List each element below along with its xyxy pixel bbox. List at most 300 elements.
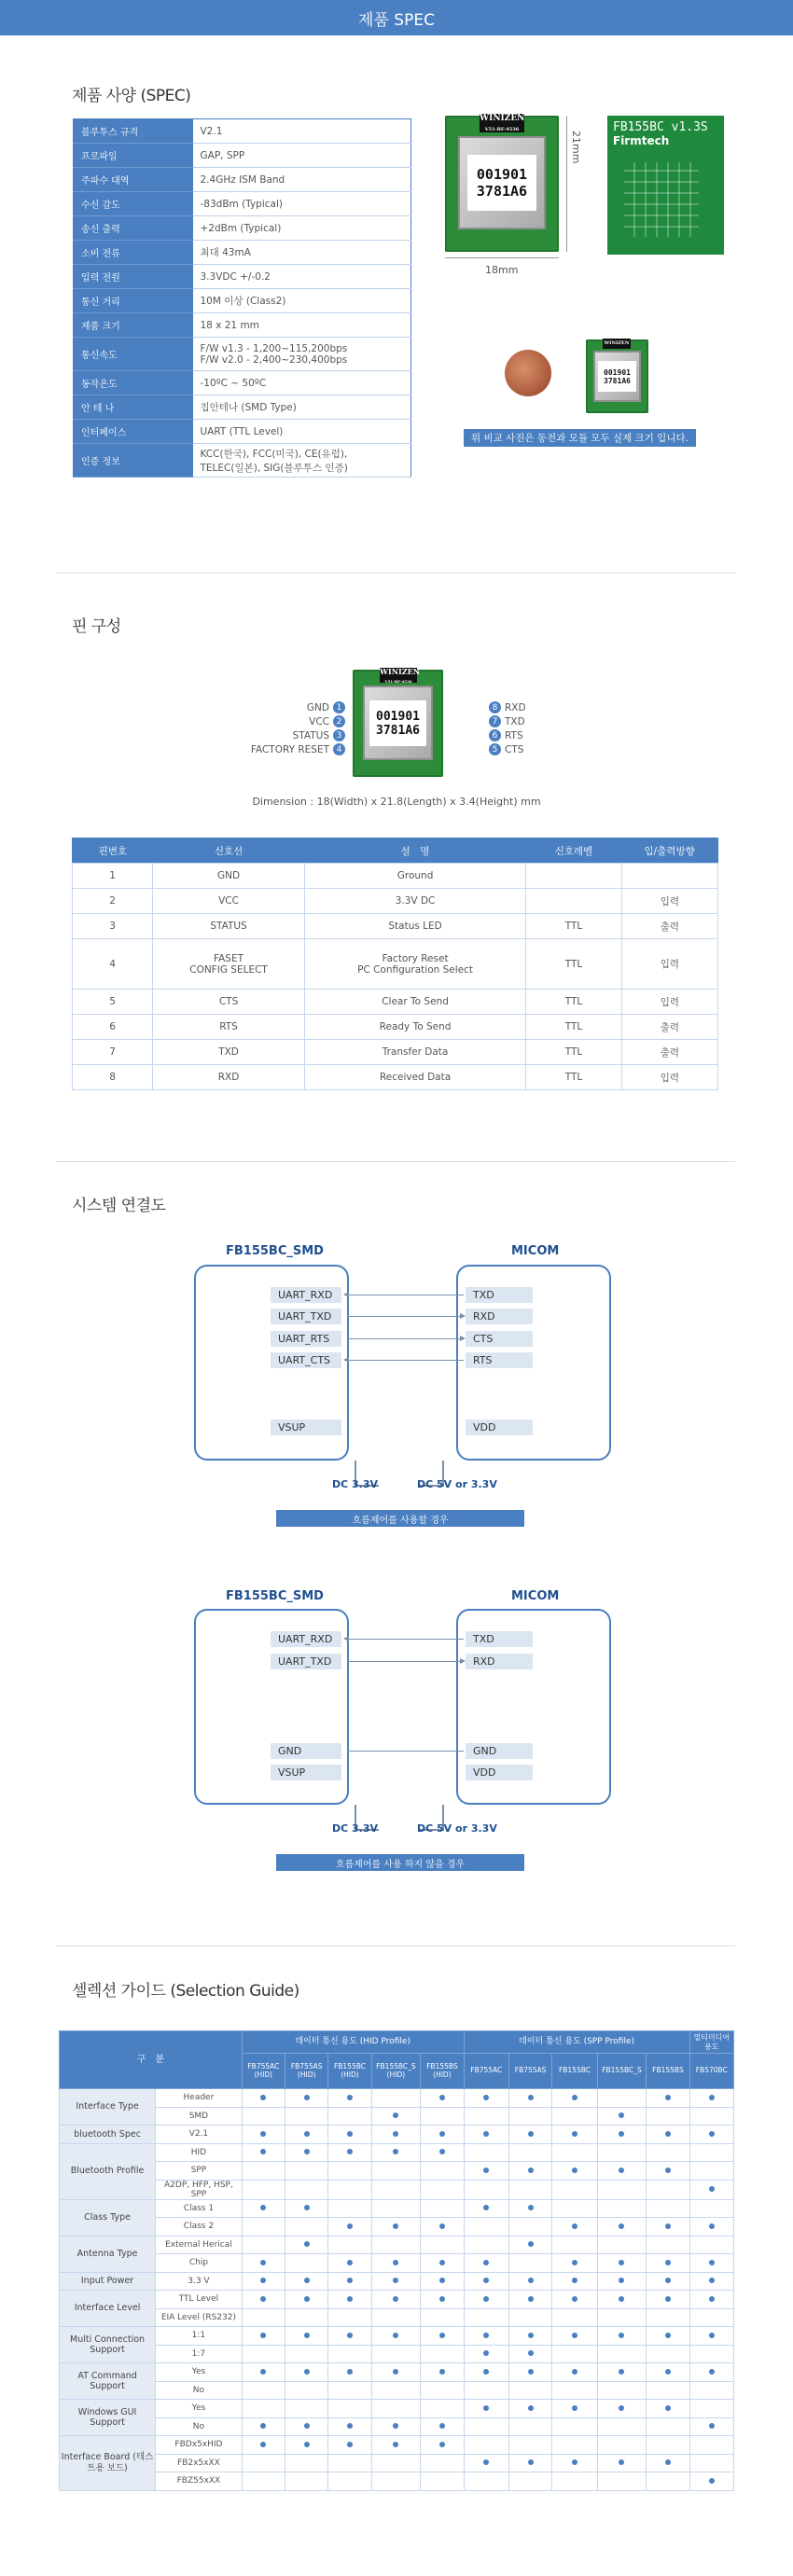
selection-cell: [328, 2218, 371, 2237]
selection-cell: [689, 2272, 733, 2291]
selection-row: [60, 2254, 734, 2273]
model-header: FB155BS (HID): [421, 2054, 464, 2089]
pin-cell: CTS: [153, 990, 305, 1015]
selection-cell: [689, 2417, 733, 2436]
check-dot-icon: [709, 2260, 715, 2265]
selection-cell: [328, 2363, 371, 2382]
check-dot-icon: [709, 2278, 715, 2283]
selection-cell: [285, 2218, 328, 2237]
check-dot-icon: [260, 2095, 266, 2100]
pin-number-badge: 3: [333, 729, 345, 741]
check-dot-icon: [483, 2459, 489, 2465]
check-dot-icon: [528, 2296, 534, 2302]
selection-sub: FB2x5xXX: [156, 2454, 243, 2472]
selection-header-row: [60, 2031, 734, 2054]
selection-cell: [421, 2327, 464, 2346]
selection-sub: SMD: [156, 2107, 243, 2126]
selection-cell: [328, 2162, 371, 2181]
selection-cell: [689, 2199, 733, 2218]
selection-cell: [371, 2143, 421, 2162]
spec-row: [74, 168, 411, 192]
selection-cell: [552, 2126, 597, 2144]
spec-row: [74, 313, 411, 338]
selection-cell: [597, 2254, 647, 2273]
check-dot-icon: [572, 2167, 577, 2173]
pin-number-badge: 1: [333, 701, 345, 713]
pin-number-badge: 2: [333, 715, 345, 727]
module-signal: UART_TXD: [271, 1654, 341, 1669]
selection-cell: [647, 2381, 689, 2400]
module-back-photo: FB155BC v1.3S Firmtech: [607, 116, 724, 255]
selection-cell: [508, 2180, 551, 2199]
check-dot-icon: [304, 2241, 310, 2247]
selection-cell: [647, 2454, 689, 2472]
spec-value: +2dBm (Typical): [193, 216, 411, 241]
selection-cell: [421, 2254, 464, 2273]
selection-cell: [285, 2417, 328, 2436]
selection-cell: [242, 2162, 285, 2181]
selection-cell: [689, 2400, 733, 2418]
spec-row: [74, 395, 411, 420]
selection-cell: [371, 2308, 421, 2327]
check-dot-icon: [483, 2167, 489, 2173]
pin-cell: VCC: [153, 889, 305, 914]
check-dot-icon: [439, 2095, 445, 2100]
check-dot-icon: [619, 2112, 624, 2118]
selection-cell: [285, 2272, 328, 2291]
selection-cell: [464, 2291, 508, 2309]
spec-value: 10M 이상 (Class2): [193, 289, 411, 313]
selection-cell: [647, 2143, 689, 2162]
selection-cell: [464, 2254, 508, 2273]
selection-cell: [242, 2327, 285, 2346]
pin-label: 7 TXD: [489, 715, 525, 727]
selection-cell: [552, 2454, 597, 2472]
selection-cell: [285, 2345, 328, 2363]
selection-cell: [242, 2381, 285, 2400]
pin-cell: STATUS: [153, 914, 305, 939]
selection-sub: Header: [156, 2089, 243, 2108]
selection-cell: [421, 2199, 464, 2218]
spec-value: KCC(한국), FCC(미국), CE(유럽), TELEC(일본), SIG(블루투스 인증): [193, 444, 411, 478]
selection-cell: [242, 2454, 285, 2472]
selection-cell: [597, 2272, 647, 2291]
selection-cell: [328, 2272, 371, 2291]
check-dot-icon: [572, 2278, 577, 2283]
check-dot-icon: [572, 2296, 577, 2302]
pinout-module-photo: WINIZEN V51-BF-4536 001901 3781A6: [353, 670, 443, 777]
selection-cell: [242, 2400, 285, 2418]
micom-signal: TXD: [466, 1287, 533, 1303]
spec-value: -10ºC ~ 50ºC: [193, 371, 411, 395]
d1-banner: 흐름제어를 사용할 경우: [276, 1510, 524, 1527]
selection-cell: [508, 2126, 551, 2144]
selection-cell: [508, 2236, 551, 2254]
selection-cell: [421, 2218, 464, 2237]
check-dot-icon: [260, 2442, 266, 2447]
selection-cell: [328, 2180, 371, 2199]
selection-cell: [689, 2327, 733, 2346]
selection-sub: A2DP, HFP, HSP, SPP: [156, 2180, 243, 2199]
micom-signal: RTS: [466, 1352, 533, 1368]
pin-cell: 3.3V DC: [304, 889, 525, 914]
check-dot-icon: [483, 2369, 489, 2375]
pin-cell: Received Data: [304, 1065, 525, 1090]
check-dot-icon: [528, 2095, 534, 2100]
selection-cell: [421, 2345, 464, 2363]
spec-row: [74, 265, 411, 289]
selection-cell: [689, 2436, 733, 2455]
selection-cell: [242, 2199, 285, 2218]
d2-banner: 흐름제어를 사용 하지 않을 경우: [276, 1854, 524, 1871]
selection-cell: [421, 2436, 464, 2455]
micom-signal: RXD: [466, 1309, 533, 1324]
selection-cell: [597, 2400, 647, 2418]
selection-cell: [285, 2089, 328, 2108]
pin-cell: Ready To Send: [304, 1015, 525, 1040]
selection-cell: [285, 2199, 328, 2218]
selection-cell: [464, 2107, 508, 2126]
check-dot-icon: [393, 2278, 398, 2283]
pin-number-badge: 5: [489, 743, 501, 755]
pin-cell: 1: [73, 864, 153, 889]
pin-row: [73, 864, 718, 889]
spec-key: 소비 전류: [74, 241, 193, 265]
selection-cell: [689, 2345, 733, 2363]
selection-cell: [285, 2180, 328, 2199]
pin-label: GND 1: [307, 701, 345, 713]
spec-key: 안 테 나: [74, 395, 193, 420]
check-dot-icon: [260, 2369, 266, 2375]
selection-cell: [421, 2291, 464, 2309]
selection-row: [60, 2436, 734, 2455]
selection-cell: [597, 2162, 647, 2181]
selection-cell: [371, 2345, 421, 2363]
selection-cell: [328, 2472, 371, 2491]
check-dot-icon: [665, 2459, 671, 2465]
selection-cell: [647, 2327, 689, 2346]
selection-cell: [242, 2291, 285, 2309]
check-dot-icon: [439, 2423, 445, 2429]
selection-group: Interface Board (테스트용 보드): [60, 2436, 156, 2491]
check-dot-icon: [572, 2223, 577, 2229]
pin-number-badge: 7: [489, 715, 501, 727]
pin-label: STATUS 3: [293, 729, 345, 741]
selection-cell: [508, 2400, 551, 2418]
selection-row: [60, 2199, 734, 2218]
selection-cell: [508, 2291, 551, 2309]
spec-key: 인터페이스: [74, 420, 193, 444]
check-dot-icon: [393, 2333, 398, 2338]
pin-row: [73, 889, 718, 914]
selection-cell: [285, 2472, 328, 2491]
selection-cell: [328, 2454, 371, 2472]
pin-cell: 출력: [621, 1040, 717, 1065]
selection-cell: [597, 2143, 647, 2162]
spec-value: 18 x 21 mm: [193, 313, 411, 338]
selection-cell: [328, 2107, 371, 2126]
selection-cell: [421, 2308, 464, 2327]
selection-sub: FBDx5xHID: [156, 2436, 243, 2455]
selection-cell: [371, 2472, 421, 2491]
check-dot-icon: [572, 2369, 577, 2375]
selection-cell: [464, 2454, 508, 2472]
check-dot-icon: [572, 2260, 577, 2265]
selection-cell: [552, 2472, 597, 2491]
selection-cell: [371, 2363, 421, 2382]
check-dot-icon: [528, 2205, 534, 2210]
selection-cell: [242, 2089, 285, 2108]
check-dot-icon: [439, 2369, 445, 2375]
selection-group: Interface Level: [60, 2291, 156, 2327]
selection-cell: [597, 2417, 647, 2436]
pin-table-header: [73, 838, 718, 864]
pin-section-title: 핀 구성: [72, 617, 121, 636]
selection-cell: [597, 2236, 647, 2254]
selection-cell: [647, 2417, 689, 2436]
module-signal: UART_RXD: [271, 1631, 341, 1647]
selection-row: [60, 2218, 734, 2237]
selection-cell: [508, 2363, 551, 2382]
group-spp-header: 데이터 통신 용도 (SPP Profile): [464, 2031, 689, 2054]
selection-sub: No: [156, 2417, 243, 2436]
pin-cell: 출력: [621, 914, 717, 939]
check-dot-icon: [528, 2241, 534, 2247]
selection-row: [60, 2454, 734, 2472]
selection-cell: [328, 2254, 371, 2273]
check-dot-icon: [483, 2333, 489, 2338]
selection-cell: [597, 2381, 647, 2400]
selection-cell: [508, 2454, 551, 2472]
group-multi-header: 멀티미디어 용도: [689, 2031, 733, 2054]
selection-cell: [647, 2363, 689, 2382]
check-dot-icon: [665, 2296, 671, 2302]
check-dot-icon: [528, 2459, 534, 2465]
spec-key: 수신 감도: [74, 192, 193, 216]
check-dot-icon: [483, 2205, 489, 2210]
selection-cell: [464, 2272, 508, 2291]
module-signal: UART_RXD: [271, 1287, 341, 1303]
check-dot-icon: [304, 2205, 310, 2210]
spec-row: [74, 241, 411, 265]
selection-cell: [242, 2126, 285, 2144]
spec-value: 최대 43mA: [193, 241, 411, 265]
check-dot-icon: [619, 2296, 624, 2302]
selection-cell: [689, 2454, 733, 2472]
selection-cell: [242, 2417, 285, 2436]
selection-cell: [689, 2363, 733, 2382]
selection-cell: [689, 2218, 733, 2237]
check-dot-icon: [260, 2278, 266, 2283]
check-dot-icon: [347, 2260, 353, 2265]
d1-right-title: MICOM: [511, 1244, 560, 1258]
selection-sub: Class 1: [156, 2199, 243, 2218]
spec-key: 블루투스 규격: [74, 119, 193, 144]
selection-cell: [508, 2327, 551, 2346]
model-header: FB155BC_S: [597, 2054, 647, 2089]
selection-group: AT Command Support: [60, 2363, 156, 2400]
selection-cell: [689, 2291, 733, 2309]
check-dot-icon: [347, 2223, 353, 2229]
selection-head-main: 구 분: [60, 2031, 243, 2089]
selection-cell: [597, 2089, 647, 2108]
selection-cell: [689, 2254, 733, 2273]
selection-cell: [464, 2345, 508, 2363]
spec-value: GAP, SPP: [193, 144, 411, 168]
selection-cell: [421, 2381, 464, 2400]
spec-key: 동작온도: [74, 371, 193, 395]
selection-cell: [242, 2180, 285, 2199]
check-dot-icon: [393, 2112, 398, 2118]
check-dot-icon: [665, 2333, 671, 2338]
selection-cell: [285, 2236, 328, 2254]
pin-number-badge: 8: [489, 701, 501, 713]
selection-sub: Chip: [156, 2254, 243, 2273]
selection-cell: [508, 2199, 551, 2218]
selection-cell: [552, 2143, 597, 2162]
selection-cell: [597, 2199, 647, 2218]
d2-dc-left: DC 3.3V: [332, 1822, 379, 1835]
check-dot-icon: [619, 2260, 624, 2265]
pin-cell: [621, 864, 717, 889]
spec-row: [74, 216, 411, 241]
selection-cell: [242, 2254, 285, 2273]
pin-label: 6 RTS: [489, 729, 523, 741]
selection-cell: [285, 2126, 328, 2144]
pin-table: [72, 838, 718, 1090]
group-hid-header: 데이터 통신 용도 (HID Profile): [242, 2031, 464, 2054]
selection-cell: [328, 2381, 371, 2400]
check-dot-icon: [304, 2095, 310, 2100]
selection-cell: [647, 2126, 689, 2144]
model-header: FB155BC (HID): [328, 2054, 371, 2089]
check-dot-icon: [393, 2149, 398, 2154]
selection-row: [60, 2291, 734, 2309]
check-dot-icon: [304, 2442, 310, 2447]
selection-table: [59, 2030, 734, 2491]
selection-cell: [285, 2454, 328, 2472]
check-dot-icon: [528, 2350, 534, 2356]
pin-row: [73, 1065, 718, 1090]
selection-cell: [464, 2400, 508, 2418]
selection-cell: [552, 2272, 597, 2291]
check-dot-icon: [483, 2405, 489, 2411]
selection-cell: [371, 2400, 421, 2418]
d1-left-title: FB155BC_SMD: [226, 1244, 324, 1258]
selection-cell: [552, 2254, 597, 2273]
selection-cell: [285, 2400, 328, 2418]
d1-dc-right: DC 5V or 3.3V: [417, 1478, 497, 1490]
selection-cell: [285, 2381, 328, 2400]
spec-value: UART (TTL Level): [193, 420, 411, 444]
selection-cell: [508, 2089, 551, 2108]
micom-signal: CTS: [466, 1331, 533, 1347]
selection-cell: [647, 2472, 689, 2491]
check-dot-icon: [528, 2278, 534, 2283]
selection-cell: [421, 2236, 464, 2254]
selection-cell: [421, 2126, 464, 2144]
model-header: FB155BC: [552, 2054, 597, 2089]
selection-row: [60, 2143, 734, 2162]
selection-cell: [508, 2381, 551, 2400]
selection-cell: [285, 2308, 328, 2327]
spec-row: [74, 338, 411, 371]
check-dot-icon: [347, 2369, 353, 2375]
selection-cell: [421, 2143, 464, 2162]
pin-cell: FASET CONFIG SELECT: [153, 939, 305, 990]
check-dot-icon: [619, 2369, 624, 2375]
check-dot-icon: [619, 2223, 624, 2229]
selection-cell: [597, 2454, 647, 2472]
pin-cell: Factory Reset PC Configuration Select: [304, 939, 525, 990]
page-header: [0, 0, 793, 35]
selection-cell: [552, 2363, 597, 2382]
check-dot-icon: [572, 2095, 577, 2100]
check-dot-icon: [483, 2296, 489, 2302]
check-dot-icon: [572, 2131, 577, 2137]
check-dot-icon: [619, 2131, 624, 2137]
selection-cell: [464, 2363, 508, 2382]
selection-cell: [647, 2199, 689, 2218]
pin-cell: TTL: [526, 939, 622, 990]
check-dot-icon: [619, 2278, 624, 2283]
selection-cell: [242, 2345, 285, 2363]
check-dot-icon: [439, 2442, 445, 2447]
selection-cell: [647, 2180, 689, 2199]
selection-row: [60, 2107, 734, 2126]
check-dot-icon: [347, 2296, 353, 2302]
pin-label: VCC 2: [309, 715, 345, 727]
check-dot-icon: [304, 2369, 310, 2375]
check-dot-icon: [393, 2223, 398, 2229]
selection-cell: [242, 2472, 285, 2491]
spec-row: [74, 444, 411, 478]
selection-cell: [508, 2254, 551, 2273]
check-dot-icon: [572, 2459, 577, 2465]
selection-cell: [421, 2400, 464, 2418]
page-title: 제품 SPEC: [358, 10, 435, 30]
d2-left-title: FB155BC_SMD: [226, 1589, 324, 1603]
check-dot-icon: [347, 2278, 353, 2283]
check-dot-icon: [619, 2459, 624, 2465]
model-header: FB155BC_S (HID): [371, 2054, 421, 2089]
selection-cell: [371, 2199, 421, 2218]
model-header: FB755AC: [464, 2054, 508, 2089]
selection-cell: [552, 2107, 597, 2126]
check-dot-icon: [709, 2296, 715, 2302]
spec-row: [74, 192, 411, 216]
pin-col-header: 입/출력방향: [621, 838, 717, 864]
check-dot-icon: [528, 2405, 534, 2411]
check-dot-icon: [304, 2423, 310, 2429]
selection-cell: [508, 2272, 551, 2291]
selection-cell: [647, 2089, 689, 2108]
check-dot-icon: [572, 2405, 577, 2411]
pin-label: 8 RXD: [489, 701, 526, 713]
selection-cell: [552, 2236, 597, 2254]
selection-cell: [647, 2308, 689, 2327]
selection-group: bluetooth Spec: [60, 2126, 156, 2144]
selection-sub: Class 2: [156, 2218, 243, 2237]
module-signal: VSUP: [271, 1765, 341, 1780]
selection-cell: [285, 2436, 328, 2455]
pin-row: [73, 1015, 718, 1040]
selection-cell: [371, 2126, 421, 2144]
selection-cell: [647, 2162, 689, 2181]
selection-group: Class Type: [60, 2199, 156, 2236]
selection-cell: [371, 2454, 421, 2472]
selection-cell: [464, 2381, 508, 2400]
